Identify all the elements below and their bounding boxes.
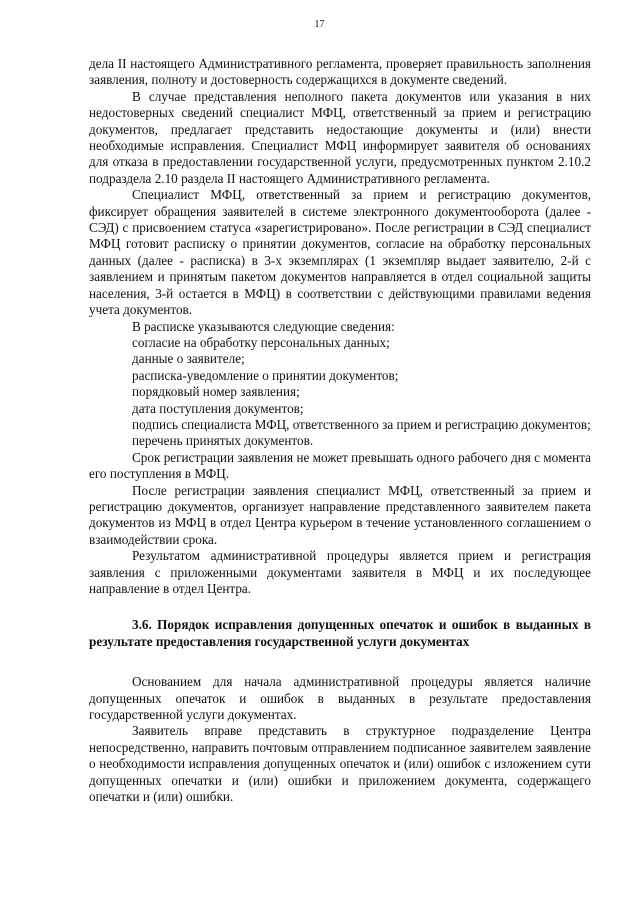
paragraph: Основанием для начала административной процедуры является наличие допущенных опечаток и ошибок в выданных в результате предоставления государственной услуги документах. (89, 674, 591, 723)
list-item: перечень принятых документов. (132, 433, 314, 449)
paragraph: Срок регистрации заявления не может превышать одного рабочего дня с момента его поступления в МФЦ. (89, 449, 591, 482)
section-heading: 3.6. Порядок исправления допущенных опечаток и ошибок в выданных в результате предоставления государственной услуги документах (89, 617, 591, 649)
list-item: согласие на обработку персональных данных; (132, 334, 390, 350)
page-number: 17 (314, 19, 325, 30)
paragraph: Заявитель вправе представить в структурное подразделение Центра непосредственно, направить почтовым отправлением подписанное заявителем заявление о необходимости исправления допущенных опечаток и (или) ошибок с изложением сути допущенных опечатки и (или) ошибки и приложением документа, содержащего опечатки и (или) ошибки. (89, 723, 591, 805)
list-item: порядковый номер заявления; (132, 384, 300, 400)
list-item: подпись специалиста МФЦ, ответственного за прием и регистрацию документов; (132, 416, 591, 432)
paragraph: Специалист МФЦ, ответственный за прием и регистрацию документов, фиксирует обращения заявителей в системе электронного документооборота (далее - СЭД) с присвоением статуса «зарегистрировано». После регистрации в СЭД специалист МФЦ готовит расписку о принятии документов, согласие на обработку персональных данных (далее - расписка) в 3-х экземплярах (1 экземпляр выдает заявителю, 2-й с заявлением и принятым пакетом документов направляется в отдел социальной защиты населения, 3-й остается в МФЦ) в соответствии с действующими правилами ведения учета документов. (89, 187, 591, 318)
list-item: расписка-уведомление о принятии документов; (132, 367, 399, 383)
paragraph: дела II настоящего Административного регламента, проверяет правильность заполнения заявления, полноту и достоверность содержащихся в документе сведений. (89, 56, 591, 88)
paragraph: В случае представления неполного пакета документов или указания в них недостоверных сведений специалист МФЦ, ответственный за прием и регистрацию документов, предлагает представить недостающие документы и (или) внести необходимые исправления. Специалист МФЦ информирует заявителя об основаниях для отказа в предоставлении государственной услуги, предусмотренных пунктом 2.10.2 подраздела 2.10 раздела II настоящего Административного регламента. (89, 88, 591, 186)
list-item: дата поступления документов; (132, 400, 304, 416)
list-item: данные о заявителе; (132, 351, 245, 367)
paragraph: Результатом административной процедуры является прием и регистрация заявления с приложенными документами заявителя в МФЦ и их последующее направление в отдел Центра. (89, 548, 591, 596)
document-body (89, 56, 591, 805)
list-item: В расписке указываются следующие сведения: (132, 318, 395, 334)
paragraph: После регистрации заявления специалист МФЦ, ответственный за прием и регистрацию документов, организует направление представленного заявителем пакета документов из МФЦ в отдел Центра курьером в течение установленного соглашением о взаимодействии срока. (89, 482, 591, 547)
